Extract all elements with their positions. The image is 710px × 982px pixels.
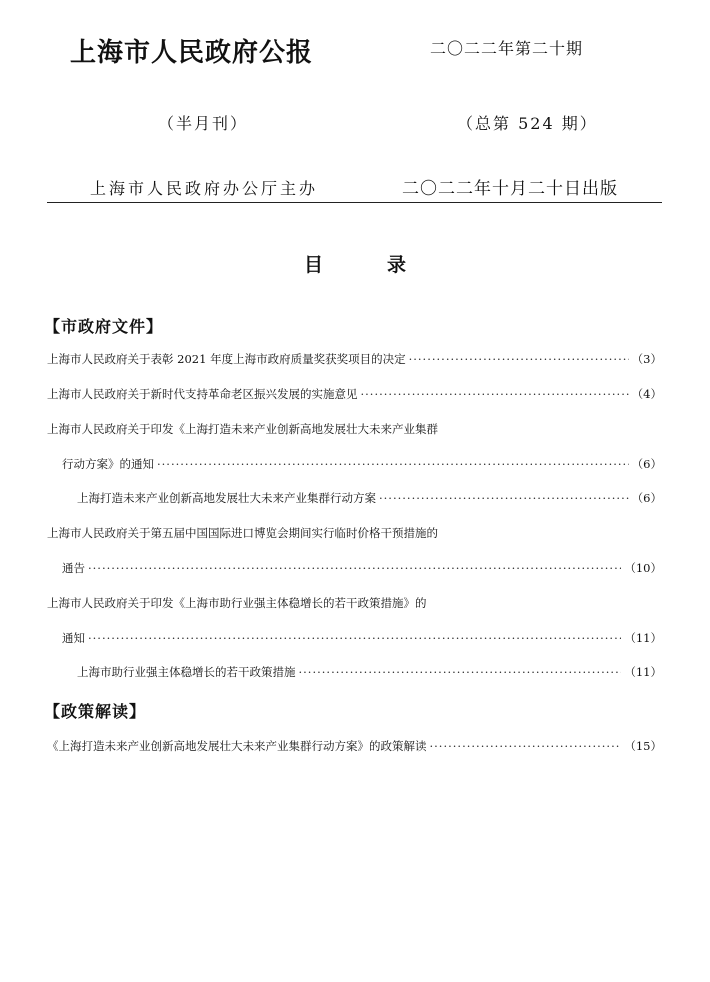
toc-entry-page: （4） [631,387,662,401]
toc-entry-title-line1[interactable]: 上海市人民政府关于印发《上海市助行业强主体稳增长的若干政策措施》的 [47,596,427,610]
toc-entry-title: 上海打造未来产业创新高地发展壮大未来产业集群行动方案 [77,491,376,505]
toc-heading-char-1: 目 [304,254,324,276]
toc-entry-title: 通知 [62,631,85,645]
toc-entry[interactable] [47,351,662,367]
issue-number: 二〇二二年第二十期 [430,39,584,58]
leader-dots [361,386,629,402]
toc-entry-page: （3） [631,352,662,366]
publication-frequency: （半月刊） [158,114,249,133]
toc-entry-title-line1[interactable]: 上海市人民政府关于第五届中国国际进口博览会期间实行临时价格干预措施的 [47,526,438,540]
toc-entry-title-line1[interactable]: 上海市人民政府关于印发《上海打造未来产业创新高地发展壮大未来产业集群 [47,422,438,436]
leader-dots [409,351,629,367]
toc-subentry[interactable] [77,664,662,680]
toc-entry-title: 上海市助行业强主体稳增长的若干政策措施 [77,665,296,679]
toc-entry[interactable] [47,738,662,754]
toc-entry-title: 行动方案》的通知 [62,457,154,471]
toc-entry[interactable] [62,456,662,472]
header-divider [47,202,662,203]
publish-date: 二〇二二年十月二十日出版 [402,179,618,199]
toc-entry-page: （11） [624,665,662,679]
section-heading-policy-interpretation: 【政策解读】 [44,702,147,721]
section-heading-government-documents: 【市政府文件】 [44,317,164,336]
leader-dots [88,560,621,576]
toc-entry-title: 上海市人民政府关于表彰 2021 年度上海市政府质量奖获奖项目的决定 [47,352,406,366]
toc-entry-page: （6） [631,491,662,505]
toc-entry-page: （10） [624,561,662,575]
toc-entry-page: （6） [631,457,662,471]
toc-entry[interactable] [62,630,662,646]
toc-subentry[interactable] [77,490,662,506]
toc-entry[interactable] [47,386,662,402]
toc-entry-title: 通告 [62,561,85,575]
toc-entry-page: （15） [624,739,662,753]
toc-heading-char-2: 录 [387,254,407,276]
toc-entry[interactable] [62,560,662,576]
bulletin-title: 上海市人民政府公报 [70,38,314,68]
toc-entry-page: （11） [624,631,662,645]
leader-dots [430,738,622,754]
leader-dots [157,456,629,472]
leader-dots [379,490,629,506]
toc-entry-title: 上海市人民政府关于新时代支持革命老区振兴发展的实施意见 [47,387,358,401]
sponsor-line: 上海市人民政府办公厅主办 [90,179,319,198]
leader-dots [88,630,621,646]
leader-dots [299,664,622,680]
total-issue-number: （总第 524 期） [457,114,598,133]
toc-entry-title: 《上海打造未来产业创新高地发展壮大未来产业集群行动方案》的政策解读 [47,739,427,753]
